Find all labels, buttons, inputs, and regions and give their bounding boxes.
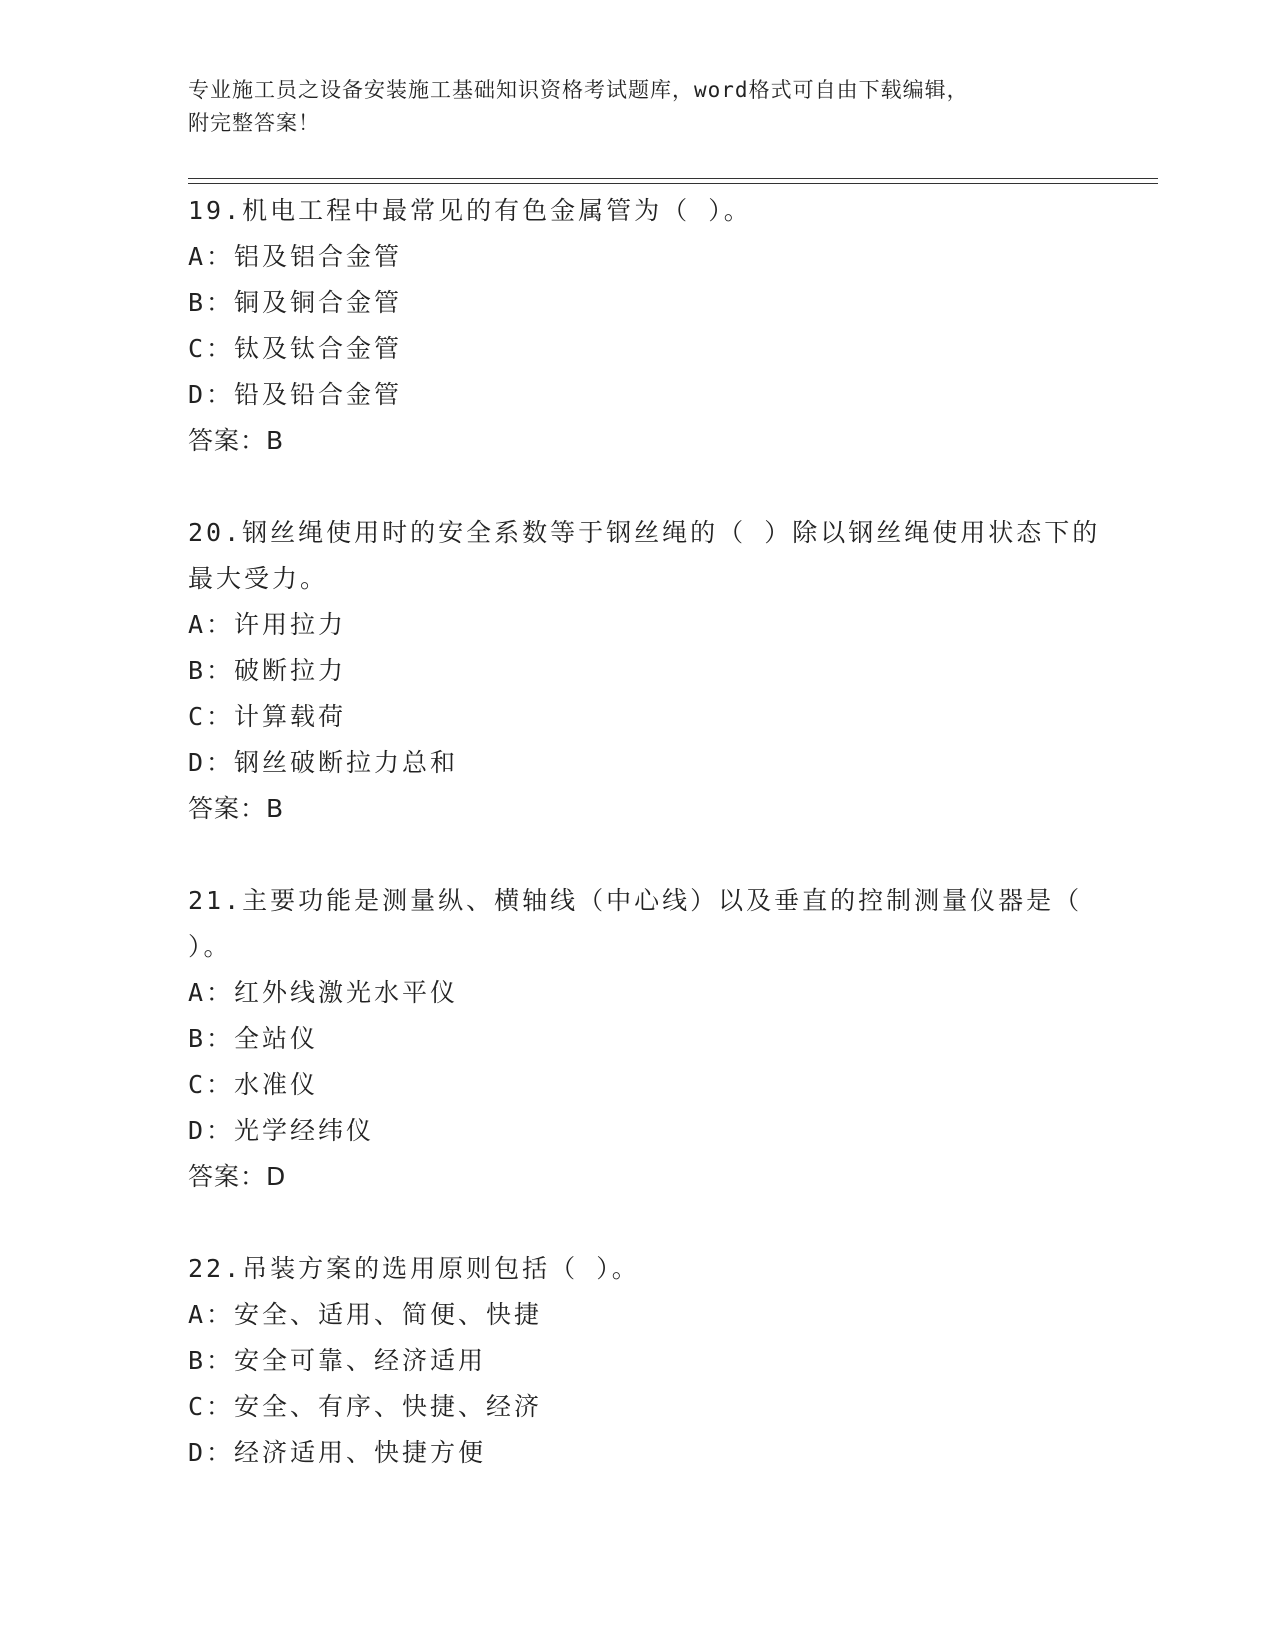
answer (188, 1154, 1108, 1200)
answer (188, 418, 1108, 464)
answer-label: 答案： (188, 794, 267, 823)
option-a: A：铝及铝合金管 (188, 242, 403, 271)
option-d: D：光学经纬仪 (188, 1116, 375, 1145)
option-c: C：水准仪 (188, 1070, 319, 1099)
option-d: D：钢丝破断拉力总和 (188, 748, 459, 777)
option-b: B：安全可靠、经济适用 (188, 1346, 487, 1375)
header-line-2: 附完整答案！ (188, 111, 320, 135)
option-a: A：许用拉力 (188, 610, 347, 639)
question-text: 20.钢丝绳使用时的安全系数等于钢丝绳的（ ）除以钢丝绳使用状态下的最大受力。 (188, 518, 1101, 593)
question-20 (188, 510, 1108, 832)
answer-label: 答案： (188, 426, 267, 455)
header-line-1: 专业施工员之设备安装施工基础知识资格考试题库，word格式可自由下载编辑， (188, 78, 969, 102)
question-19 (188, 188, 1108, 464)
option-a: A：安全、适用、简便、快捷 (188, 1300, 543, 1329)
option-d: D：铅及铅合金管 (188, 380, 403, 409)
question-text: 22.吊装方案的选用原则包括（ ）。 (188, 1254, 640, 1283)
answer-label: 答案： (188, 1162, 267, 1191)
question-22 (188, 1246, 1108, 1476)
document-header (188, 74, 1068, 140)
option-b: B：破断拉力 (188, 656, 347, 685)
header-divider-top (188, 178, 1158, 179)
option-a: A：红外线激光水平仪 (188, 978, 459, 1007)
question-text: 21.主要功能是测量纵、横轴线（中心线）以及垂直的控制测量仪器是（ ）。 (188, 886, 1083, 961)
option-b: B：全站仪 (188, 1024, 319, 1053)
header-divider-bottom (188, 183, 1158, 184)
option-d: D：经济适用、快捷方便 (188, 1438, 487, 1467)
option-c: C：钛及钛合金管 (188, 334, 403, 363)
answer-value: D (266, 1162, 287, 1191)
option-c: C：计算载荷 (188, 702, 347, 731)
option-b: B：铜及铜合金管 (188, 288, 403, 317)
answer-value: B (266, 794, 285, 823)
answer-value: B (266, 426, 285, 455)
answer (188, 786, 1108, 832)
question-21 (188, 878, 1108, 1200)
option-c: C：安全、有序、快捷、经济 (188, 1392, 543, 1421)
question-list (188, 188, 1108, 1476)
question-text: 19.机电工程中最常见的有色金属管为（ ）。 (188, 196, 752, 225)
